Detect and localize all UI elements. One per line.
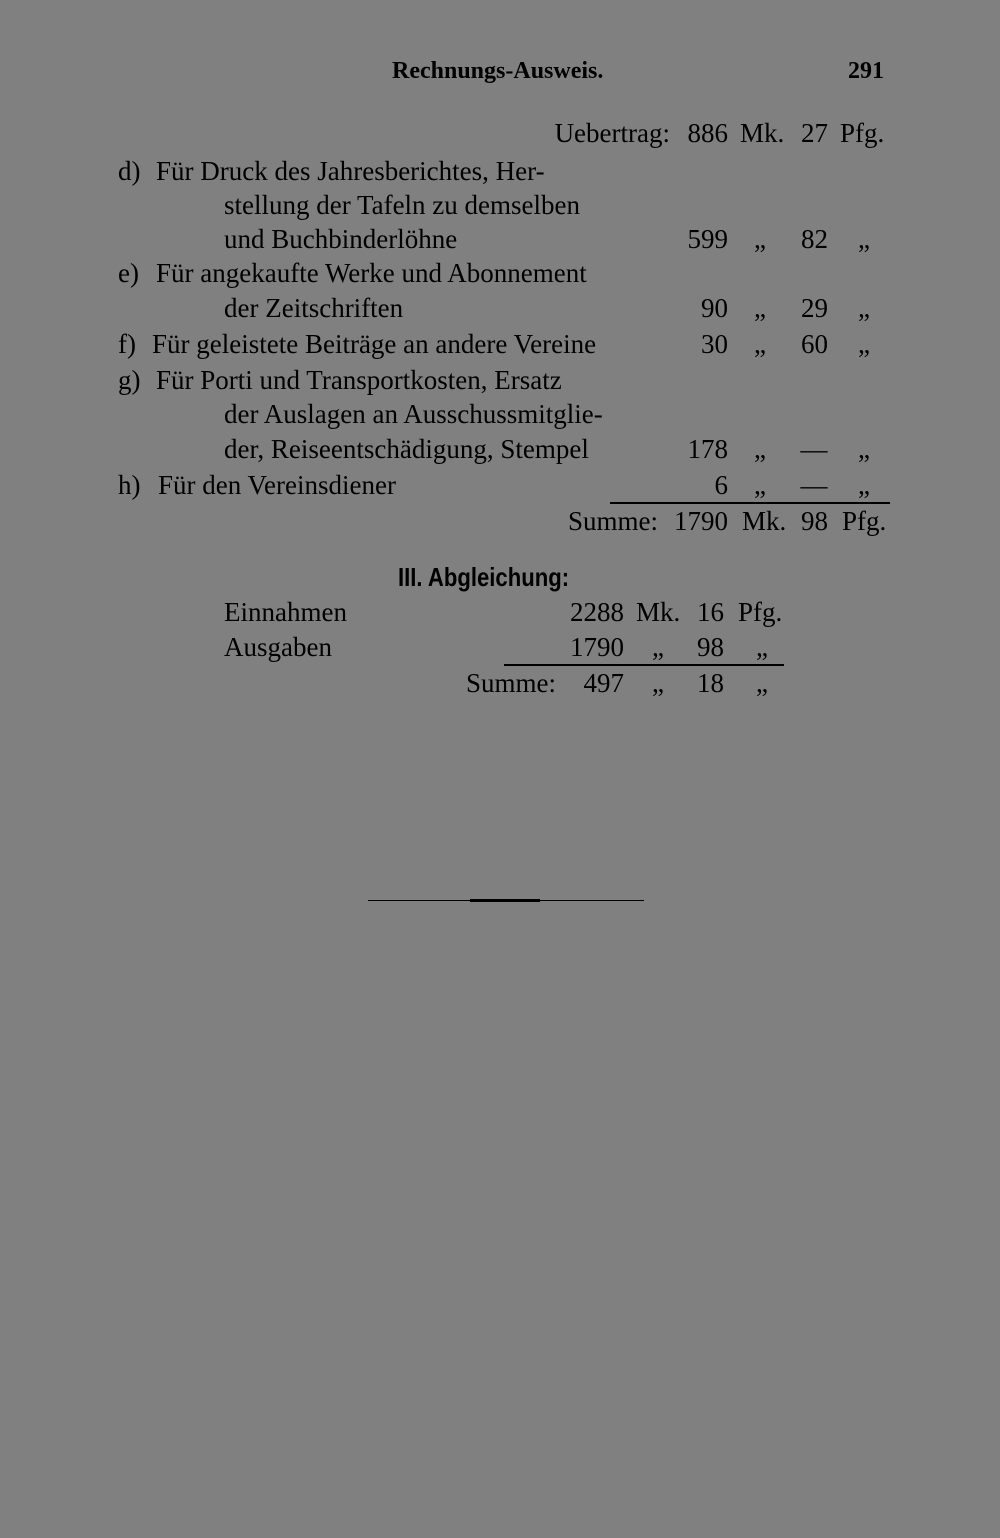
total-pf: 98 xyxy=(801,506,828,536)
ditto-mark: „ xyxy=(754,224,766,254)
ditto-mark: „ xyxy=(858,224,870,254)
item-pf: — xyxy=(800,434,828,464)
balance-unit-mk: Mk. xyxy=(636,597,681,627)
balance-pf: 98 xyxy=(697,632,724,662)
total-mk: 1790 xyxy=(674,506,728,536)
item-pf: — xyxy=(800,470,828,500)
item-mk: 90 xyxy=(701,293,728,323)
ditto-mark: „ xyxy=(858,434,870,464)
balance-mk: 2288 xyxy=(570,597,624,627)
carry-label: Uebertrag: xyxy=(554,118,670,148)
balance-unit-pf: Pfg. xyxy=(738,597,783,627)
item-mk: 6 xyxy=(714,470,728,500)
running-header-title: Rechnungs-Ausweis. xyxy=(392,58,604,84)
balance-label: Ausgaben xyxy=(224,632,332,662)
item-letter: h) xyxy=(118,470,141,500)
item-letter: d) xyxy=(118,156,141,186)
ditto-mark: „ xyxy=(754,293,766,323)
item-pf: 29 xyxy=(801,293,828,323)
item-mk: 178 xyxy=(687,434,728,464)
carry-unit-pf: Pfg. xyxy=(840,118,885,148)
ditto-mark: „ xyxy=(756,632,768,662)
item-text-line: der Zeitschriften xyxy=(224,293,404,323)
item-letter: g) xyxy=(118,365,141,395)
ditto-mark: „ xyxy=(858,470,870,500)
balance-mk: 1790 xyxy=(570,632,624,662)
ditto-mark: „ xyxy=(858,293,870,323)
item-letter: f) xyxy=(118,329,136,359)
section-heading: III. Abgleichung: xyxy=(398,562,570,592)
item-text-line: Für den Vereinsdiener xyxy=(158,470,396,500)
total-unit-mk: Mk. xyxy=(742,506,787,536)
ditto-mark: „ xyxy=(754,434,766,464)
ditto-mark: „ xyxy=(858,329,870,359)
item-mk: 599 xyxy=(687,224,728,254)
item-pf: 60 xyxy=(801,329,828,359)
total-unit-pf: Pfg. xyxy=(842,506,887,536)
carry-mk: 886 xyxy=(687,118,728,148)
carry-unit-mk: Mk. xyxy=(740,118,785,148)
item-text-line: stellung der Tafeln zu demselben xyxy=(224,190,580,220)
item-text-line: der, Reiseentschädigung, Stempel xyxy=(224,434,589,464)
page-number: 291 xyxy=(848,58,884,84)
balance-sum-pf: 18 xyxy=(697,668,724,698)
item-text-line: Für Druck des Jahresberichtes, Her- xyxy=(156,156,545,186)
item-mk: 30 xyxy=(701,329,728,359)
ditto-mark: „ xyxy=(756,668,768,698)
balance-sum-mk: 497 xyxy=(583,668,624,698)
ditto-mark: „ xyxy=(754,470,766,500)
item-text-line: und Buchbinderlöhne xyxy=(224,224,458,254)
item-text-line: Für angekaufte Werke und Abonnement xyxy=(156,258,587,288)
carry-pf: 27 xyxy=(801,118,828,148)
ditto-mark: „ xyxy=(652,668,664,698)
item-pf: 82 xyxy=(801,224,828,254)
item-text-line: Für Porti und Transportkosten, Ersatz xyxy=(156,365,562,395)
item-letter: e) xyxy=(118,258,139,288)
total-label: Summe: xyxy=(567,506,658,536)
balance-sum-label: Summe: xyxy=(465,668,556,698)
ditto-mark: „ xyxy=(754,329,766,359)
balance-label: Einnahmen xyxy=(224,597,347,627)
balance-pf: 16 xyxy=(697,597,724,627)
sum-rule xyxy=(504,664,784,666)
item-text-line: Für geleistete Beiträge an andere Vereine xyxy=(152,329,597,359)
ditto-mark: „ xyxy=(652,632,664,662)
sum-rule xyxy=(610,502,890,504)
closing-rule-center xyxy=(470,899,540,902)
item-text-line: der Auslagen an Ausschussmitglie- xyxy=(224,399,603,429)
